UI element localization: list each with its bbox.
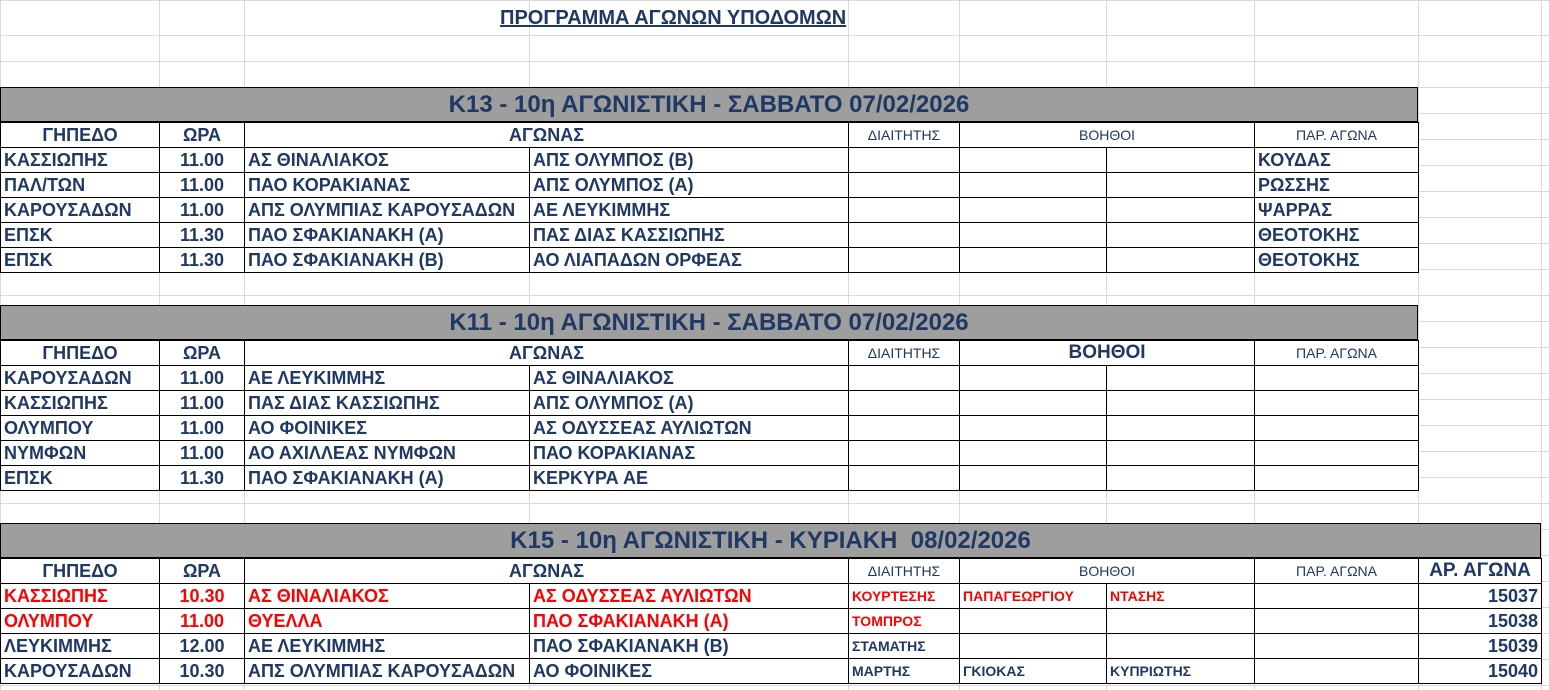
cell-assistant-1: ΓΚΙΟΚΑΣ: [960, 659, 1107, 684]
cell-observer: [1255, 609, 1419, 634]
cell-assistant-1: [960, 441, 1107, 466]
cell-referee: [849, 366, 960, 391]
cell-observer: [1255, 391, 1419, 416]
cell-time: 11.00: [160, 441, 245, 466]
cell-time: 12.00: [160, 634, 245, 659]
cell-venue: ΕΠΣΚ: [1, 223, 160, 248]
cell-away-team: ΑΣ ΟΔΥΣΣΕΑΣ ΑΥΛΙΩΤΩΝ: [530, 416, 849, 441]
cell-assistant-2: [1107, 148, 1255, 173]
cell-referee: [849, 441, 960, 466]
cell-observer: ΚΟΥΔΑΣ: [1255, 148, 1419, 173]
table-row: [1, 198, 1419, 223]
cell-venue: ΚΑΣΣΙΩΠΗΣ: [1, 148, 160, 173]
header-venue: ΓΗΠΕΔΟ: [1, 123, 160, 148]
cell-venue: ΚΑΡΟΥΣΑΔΩΝ: [1, 659, 160, 684]
header-match: ΑΓΩΝΑΣ: [245, 341, 849, 366]
cell-away-team: ΠΑΟ ΚΟΡΑΚΙΑΝΑΣ: [530, 441, 849, 466]
table-header-row: [1, 559, 1542, 584]
cell-referee: [849, 391, 960, 416]
cell-assistant-1: [960, 173, 1107, 198]
cell-observer: ΨΑΡΡΑΣ: [1255, 198, 1419, 223]
cell-observer: ΘΕΟΤΟΚΗΣ: [1255, 248, 1419, 273]
cell-assistant-2: [1107, 248, 1255, 273]
header-referee: ΔΙΑΙΤΗΤΗΣ: [849, 559, 960, 584]
header-venue: ΓΗΠΕΔΟ: [1, 559, 160, 584]
cell-time: 11.30: [160, 223, 245, 248]
cell-assistant-2: [1107, 441, 1255, 466]
cell-assistant-1: [960, 416, 1107, 441]
cell-time: 11.00: [160, 391, 245, 416]
header-observer: ΠΑΡ. ΑΓΩΝΑ: [1255, 341, 1419, 366]
cell-venue: ΠΑΛ/ΤΩΝ: [1, 173, 160, 198]
cell-home-team: ΑΣ ΘΙΝΑΛΙΑΚΟΣ: [245, 584, 530, 609]
cell-assistant-2: [1107, 634, 1255, 659]
cell-observer: [1255, 441, 1419, 466]
cell-venue: ΕΠΣΚ: [1, 248, 160, 273]
cell-home-team: ΠΑΟ ΣΦΑΚΙΑΝΑΚΗ (Α): [245, 223, 530, 248]
header-match-number: ΑΡ. ΑΓΩΝΑ: [1419, 559, 1542, 584]
cell-time: 10.30: [160, 659, 245, 684]
cell-home-team: ΠΑΟ ΣΦΑΚΙΑΝΑΚΗ (Α): [245, 466, 530, 491]
schedule-table: [0, 122, 1419, 273]
cell-assistant-1: [960, 634, 1107, 659]
cell-home-team: ΑΟ ΦΟΙΝΙΚΕΣ: [245, 416, 530, 441]
cell-referee: [849, 248, 960, 273]
cell-match-number: 15037: [1419, 584, 1542, 609]
cell-home-team: ΑΕ ΛΕΥΚΙΜΜΗΣ: [245, 366, 530, 391]
cell-referee: [849, 148, 960, 173]
header-match: ΑΓΩΝΑΣ: [245, 559, 849, 584]
cell-venue: ΕΠΣΚ: [1, 466, 160, 491]
cell-home-team: ΑΕ ΛΕΥΚΙΜΜΗΣ: [245, 634, 530, 659]
schedule-table: [0, 558, 1542, 684]
cell-away-team: ΑΟ ΦΟΙΝΙΚΕΣ: [530, 659, 849, 684]
cell-time: 11.00: [160, 173, 245, 198]
header-referee: ΔΙΑΙΤΗΤΗΣ: [849, 123, 960, 148]
cell-away-team: ΠΑΟ ΣΦΑΚΙΑΝΑΚΗ (Β): [530, 634, 849, 659]
cell-observer: [1255, 659, 1419, 684]
cell-assistant-1: [960, 223, 1107, 248]
cell-assistant-2: [1107, 416, 1255, 441]
cell-away-team: ΑΠΣ ΟΛΥΜΠΟΣ (Β): [530, 148, 849, 173]
cell-home-team: ΑΠΣ ΟΛΥΜΠΙΑΣ ΚΑΡΟΥΣΑΔΩΝ: [245, 198, 530, 223]
cell-observer: ΘΕΟΤΟΚΗΣ: [1255, 223, 1419, 248]
cell-assistant-1: [960, 366, 1107, 391]
cell-referee: ΤΟΜΠΡΟΣ: [849, 609, 960, 634]
section-heading: Κ11 - 10η ΑΓΩΝΙΣΤΙΚΗ - ΣΑΒΒΑΤΟ 07/02/2026: [0, 305, 1418, 340]
cell-home-team: ΠΑΣ ΔΙΑΣ ΚΑΣΣΙΩΠΗΣ: [245, 391, 530, 416]
cell-assistant-1: ΠΑΠΑΓΕΩΡΓΙΟΥ: [960, 584, 1107, 609]
table-row: [1, 148, 1419, 173]
cell-away-team: ΠΑΟ ΣΦΑΚΙΑΝΑΚΗ (Α): [530, 609, 849, 634]
cell-observer: [1255, 416, 1419, 441]
table-header-row: [1, 123, 1419, 148]
cell-referee: [849, 466, 960, 491]
cell-venue: ΚΑΡΟΥΣΑΔΩΝ: [1, 366, 160, 391]
cell-referee: ΣΤΑΜΑΤΗΣ: [849, 634, 960, 659]
header-referee: ΔΙΑΙΤΗΤΗΣ: [849, 341, 960, 366]
cell-assistant-1: [960, 148, 1107, 173]
cell-observer: ΡΩΣΣΗΣ: [1255, 173, 1419, 198]
cell-home-team: ΑΣ ΘΙΝΑΛΙΑΚΟΣ: [245, 148, 530, 173]
table-row: [1, 223, 1419, 248]
cell-referee: [849, 416, 960, 441]
header-match: ΑΓΩΝΑΣ: [245, 123, 849, 148]
cell-assistant-1: [960, 391, 1107, 416]
cell-venue: ΚΑΡΟΥΣΑΔΩΝ: [1, 198, 160, 223]
cell-venue: ΟΛΥΜΠΟΥ: [1, 609, 160, 634]
header-observer: ΠΑΡ. ΑΓΩΝΑ: [1255, 559, 1419, 584]
table-header-row: [1, 341, 1419, 366]
cell-away-team: ΑΕ ΛΕΥΚΙΜΜΗΣ: [530, 198, 849, 223]
table-row: [1, 173, 1419, 198]
header-assistants: ΒΟΗΘΟΙ: [960, 123, 1255, 148]
cell-venue: ΝΥΜΦΩΝ: [1, 441, 160, 466]
cell-referee: [849, 223, 960, 248]
cell-time: 11.00: [160, 148, 245, 173]
cell-away-team: ΑΠΣ ΟΛΥΜΠΟΣ (Α): [530, 391, 849, 416]
header-assistants: ΒΟΗΘΟΙ: [960, 559, 1255, 584]
header-time: ΩΡΑ: [160, 559, 245, 584]
cell-home-team: ΘΥΕΛΛΑ: [245, 609, 530, 634]
cell-assistant-2: [1107, 609, 1255, 634]
cell-assistant-2: [1107, 466, 1255, 491]
table-row: [1, 609, 1542, 634]
cell-away-team: ΑΣ ΟΔΥΣΣΕΑΣ ΑΥΛΙΩΤΩΝ: [530, 584, 849, 609]
cell-referee: [849, 198, 960, 223]
table-row: [1, 634, 1542, 659]
header-assistants: ΒΟΗΘΟΙ: [960, 341, 1255, 366]
cell-away-team: ΑΟ ΛΙΑΠΑΔΩΝ ΟΡΦΕΑΣ: [530, 248, 849, 273]
table-row: [1, 248, 1419, 273]
header-time: ΩΡΑ: [160, 341, 245, 366]
cell-away-team: ΚΕΡΚΥΡΑ ΑΕ: [530, 466, 849, 491]
cell-home-team: ΑΟ ΑΧΙΛΛΕΑΣ ΝΥΜΦΩΝ: [245, 441, 530, 466]
table-row: [1, 584, 1542, 609]
cell-time: 11.30: [160, 466, 245, 491]
table-row: [1, 659, 1542, 684]
table-row: [1, 366, 1419, 391]
cell-venue: ΚΑΣΣΙΩΠΗΣ: [1, 584, 160, 609]
cell-time: 11.00: [160, 416, 245, 441]
cell-home-team: ΠΑΟ ΣΦΑΚΙΑΝΑΚΗ (Β): [245, 248, 530, 273]
table-row: [1, 391, 1419, 416]
cell-assistant-2: [1107, 391, 1255, 416]
header-observer: ΠΑΡ. ΑΓΩΝΑ: [1255, 123, 1419, 148]
cell-referee: ΚΟΥΡΤΕΣΗΣ: [849, 584, 960, 609]
cell-match-number: 15038: [1419, 609, 1542, 634]
cell-home-team: ΠΑΟ ΚΟΡΑΚΙΑΝΑΣ: [245, 173, 530, 198]
cell-assistant-2: [1107, 198, 1255, 223]
cell-observer: [1255, 366, 1419, 391]
cell-home-team: ΑΠΣ ΟΛΥΜΠΙΑΣ ΚΑΡΟΥΣΑΔΩΝ: [245, 659, 530, 684]
cell-time: 11.00: [160, 609, 245, 634]
cell-assistant-1: [960, 248, 1107, 273]
table-row: [1, 441, 1419, 466]
schedule-table: [0, 340, 1419, 491]
cell-assistant-1: [960, 198, 1107, 223]
cell-venue: ΛΕΥΚΙΜΜΗΣ: [1, 634, 160, 659]
cell-observer: [1255, 466, 1419, 491]
cell-assistant-2: ΚΥΠΡΙΩΤΗΣ: [1107, 659, 1255, 684]
cell-time: 11.00: [160, 198, 245, 223]
cell-time: 11.00: [160, 366, 245, 391]
cell-away-team: ΑΠΣ ΟΛΥΜΠΟΣ (Α): [530, 173, 849, 198]
table-row: [1, 466, 1419, 491]
section-heading: Κ13 - 10η ΑΓΩΝΙΣΤΙΚΗ - ΣΑΒΒΑΤΟ 07/02/2026: [0, 87, 1418, 122]
cell-match-number: 15039: [1419, 634, 1542, 659]
cell-assistant-1: [960, 466, 1107, 491]
cell-assistant-2: [1107, 173, 1255, 198]
cell-venue: ΟΛΥΜΠΟΥ: [1, 416, 160, 441]
cell-assistant-2: [1107, 223, 1255, 248]
section-heading: Κ15 - 10η ΑΓΩΝΙΣΤΙΚΗ - ΚΥΡΙΑΚΗ 08/02/2026: [0, 523, 1541, 558]
cell-assistant-1: [960, 609, 1107, 634]
header-venue: ΓΗΠΕΔΟ: [1, 341, 160, 366]
cell-assistant-2: ΝΤΑΣΗΣ: [1107, 584, 1255, 609]
cell-time: 11.30: [160, 248, 245, 273]
cell-away-team: ΠΑΣ ΔΙΑΣ ΚΑΣΣΙΩΠΗΣ: [530, 223, 849, 248]
cell-assistant-2: [1107, 366, 1255, 391]
page-title: ΠΡΟΓΡΑΜΜΑ ΑΓΩΝΩΝ ΥΠΟΔΟΜΩΝ: [500, 7, 847, 29]
cell-observer: [1255, 584, 1419, 609]
cell-venue: ΚΑΣΣΙΩΠΗΣ: [1, 391, 160, 416]
cell-observer: [1255, 634, 1419, 659]
cell-referee: [849, 173, 960, 198]
cell-referee: ΜΑΡΤΗΣ: [849, 659, 960, 684]
header-time: ΩΡΑ: [160, 123, 245, 148]
cell-time: 10.30: [160, 584, 245, 609]
cell-match-number: 15040: [1419, 659, 1542, 684]
cell-away-team: ΑΣ ΘΙΝΑΛΙΑΚΟΣ: [530, 366, 849, 391]
table-row: [1, 416, 1419, 441]
